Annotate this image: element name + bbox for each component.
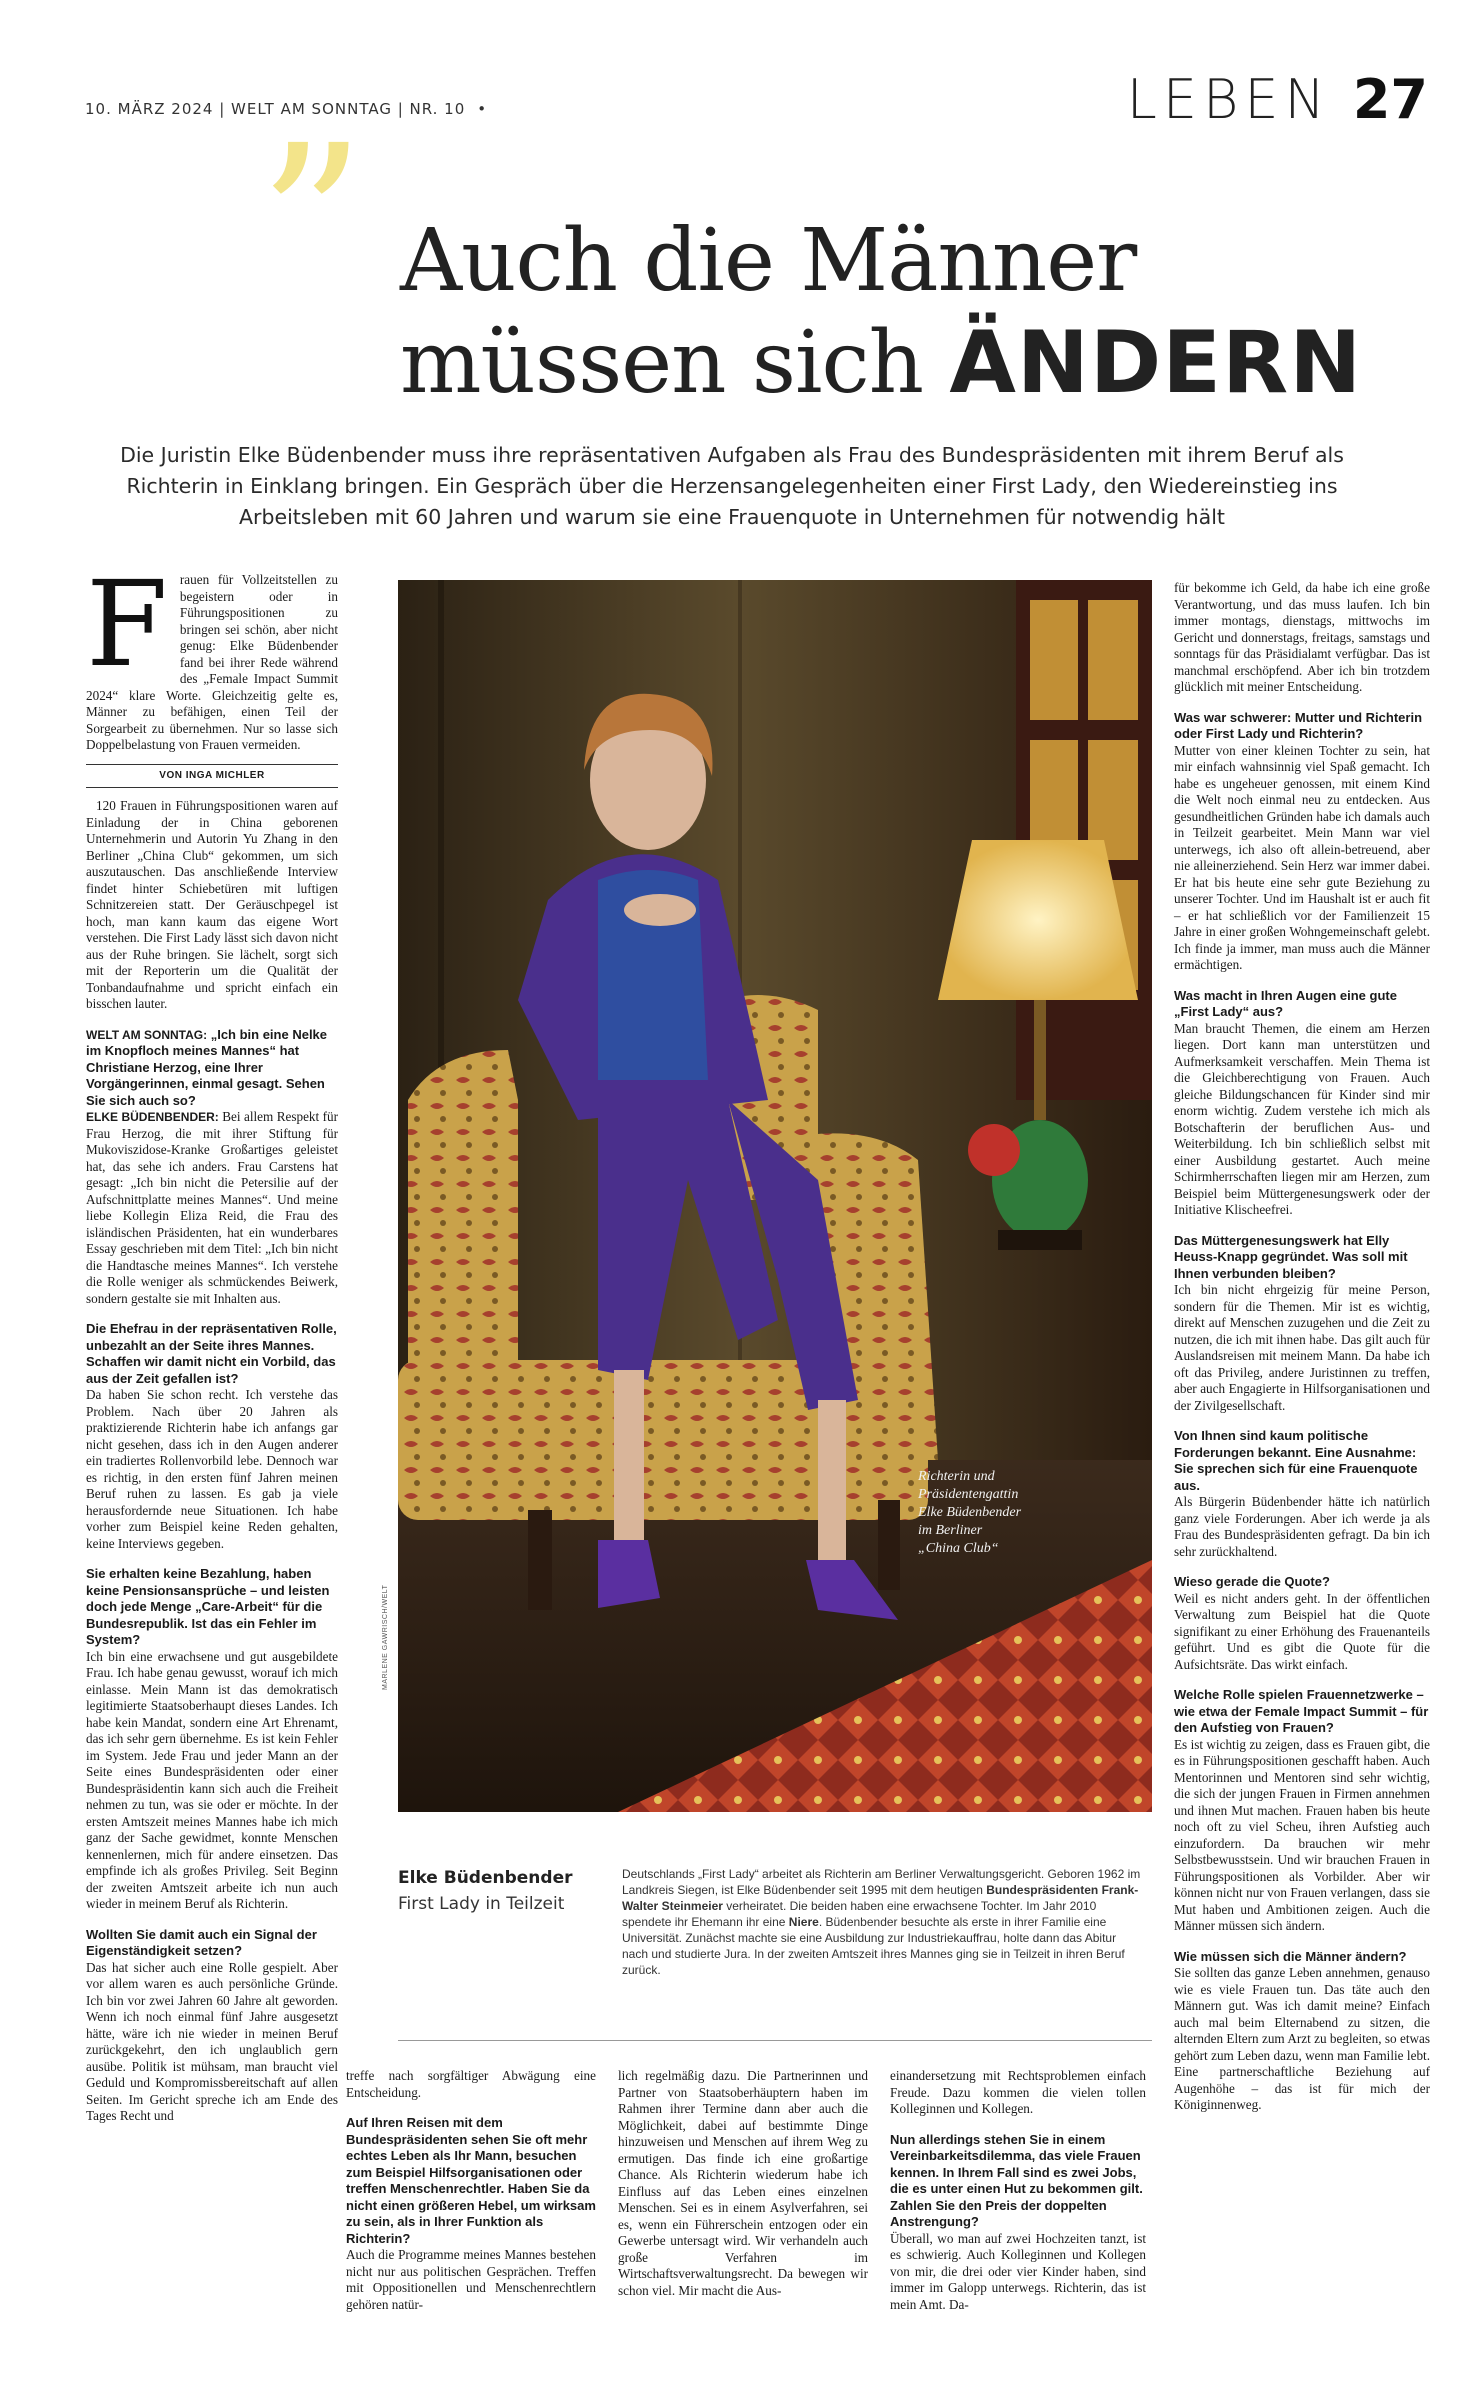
answer: Man braucht Themen, die einem am Herzen liegen. Dort kann man unterstützen und Aufmerksamkeit verschaffen. Mein Thema ist die Gleichberechtigung von Frauen. Auch gleiche Bildungschancen für Kinder sind mir enorm wichtig. Zudem verstehe ich mich als Botschafterin der beruflichen Aus- und Weiterbildung. Ich bin schließlich selbst mit einer Ausbildung gestartet. Auch meine Schirmherrschaften liegen mir am Herzen, zum Beispiel beim Müttergenesungswerk oder der Initiative Klischeefrei. (1174, 1020, 1430, 1217)
paragraph: treffe nach sorgfältiger Abwägung eine Entscheidung. (346, 2068, 596, 2100)
right-column (1174, 580, 1430, 2114)
headline-line-2-regular: müssen sich (400, 313, 950, 413)
portrait-photo (398, 580, 1152, 1812)
speaker-label: WELT AM SONNTAG: (86, 1027, 208, 1042)
dropcap: F (86, 555, 168, 693)
intro-text: rauen für Vollzeitstellen zu begeistern oder in Führungspositionen zu bringen sei schön, aber nicht genug: Elke Büdenbender fand bei ihrer Rede während des „Female Impact Summit 2024“ klare Worte. Gleichzeitig gelte es, Männer zu befähigen, einen Teil der Sorgearbeit zu übernehmen. Nur so lasse sich Doppelbelastung von Frauen vermeiden. (86, 572, 338, 752)
question-text: „Ich bin eine Nelke im Knopfloch meines Mannes“ hat Christiane Herzog, eine Ihrer Vorgängerinnen, einmal gesagt. Sehen Sie sich auch so? (86, 1026, 328, 1108)
caption-box (398, 1868, 598, 1914)
photo-caption-line: Präsidentengattin (918, 1487, 1019, 1502)
answer: Mutter von einer kleinen Tochter zu sein, hat mir einfach wahnsinnig viel Spaß gemacht. Ich habe es ungeheuer genossen, mit einem Kind die Welt noch einmal neu zu entdecken. Aus gesundheitlichen Gründen habe ich damals auch in Teilzeit gearbeitet. Mein Mann war viel unterwegs, ich also oft allein-betreuend, aber nie alleinerziehend. Sein Herz war immer dabei. Er hat bis heute eine sehr gute Beziehung zu unserer Tochter. Und im Haushalt ist er auch fit – er hat schließlich vor der Familienzeit 15 Jahre in einer großen Wohngemeinschaft gelebt. Ich finde ja immer, man muss auch die Männer ermächtigen. (1174, 742, 1430, 972)
answer: Auch die Programme meines Mannes bestehen nicht nur aus politischen Gesprächen. Treffen mit Oppositionellen und Menschenrechtlern gehören natür- (346, 2247, 596, 2312)
byline: VON INGA MICHLER (86, 764, 338, 789)
photo-caption-line: Elke Büdenbender (918, 1505, 1022, 1520)
question: Das Müttergenesungswerk hat Elly Heuss-Knapp gegründet. Was soll mit Ihnen verbunden bleiben? (1174, 1232, 1408, 1281)
question: Welche Rolle spielen Frauennetzwerke – wie etwa der Female Impact Summit – für den Aufstieg von Frauen? (1174, 1687, 1429, 1735)
meta-bullet: • (477, 100, 488, 118)
photo-credit: MARLENE GAWRISCH/WELT (382, 1584, 389, 1690)
bottom-column-2 (618, 2068, 868, 2299)
photo-caption-line: Richterin und (918, 1469, 995, 1484)
question (86, 1027, 338, 1110)
portrait-illustration (398, 580, 1152, 1812)
answer: Sie sollten das ganze Leben annehmen, genauso wie es viele Frauen tun. Das täte auch den Männern gut. Was ich damit meine? Einfach auch mal beim Elternabend zu sitzen, die alternden Eltern zum Arzt zu begleiten, so etwas gehört zum Leben dazu, wenn man Familie lebt. Eine partnerschaftliche Beziehung auf Augenhöhe – das ist für mich der Königinnenweg. (1174, 1965, 1430, 2112)
answer: Ich bin nicht ehrgeizig für meine Person, sondern für die Themen. Mir ist es wichtig, direkt auf Menschen zuzugehen und die Zeit zu nutzen, die ich mit ihnen habe. Das gilt auch für Auslandsreisen mit meinem Mann. Da habe ich oft das Privileg, andere Juristinnen zu treffen, aber auch Engagierte in Hilfsorganisationen und der Zivilgesellschaft. (1174, 1282, 1430, 1413)
caption-name: Elke Büdenbender (398, 1868, 573, 1888)
answer: Das hat sicher auch eine Rolle gespielt. Aber vor allem waren es auch persönliche Gründe. Ich bin vor zwei Jahren 60 Jahre alt geworden. Wenn ich noch einmal fünf Jahre ausgesetzt hätte, wäre ich nie wieder in meinen Beruf zurückgekehrt, den ich unglaublich gern ausübe. Politik ist mühsam, man braucht viel Geduld und Kompromissbereitschaft auf allen Seiten. Im Gericht spreche ich am Ende des Tages Recht und (86, 1959, 338, 2123)
divider (398, 2040, 1152, 2041)
answer: Ich bin eine erwachsene und gut ausgebildete Frau. Ich habe genau gewusst, worauf ich mich einlasse. Mein Mann ist das demokratisch legitimierte Staatsoberhaupt dieses Landes. Ich habe kein Mandat, sondern eine Art Ehrenamt, das ich sehr gern übernehme. Es ist kein Fehler im System. Jede Frau und jeder Mann an der Seite eines Bundespräsidenten oder einer Bundespräsidentin kann sich auch die Freiheit nehmen zu tun, was sie oder er möchte. In der ersten Amtszeit meines Mannes habe ich mich ganz der Sache gewidmet, konnte Menschen kennenlernen, mich für andere einsetzen. Das empfinde ich als großes Privileg. Seit Beginn der zweiten Amtszeit arbeite ich nun auch wieder in meinem Beruf als Richterin. (86, 1648, 338, 1911)
quote-mark-icon: ” (258, 100, 366, 345)
caption-text (622, 1866, 1142, 1978)
caption-part: verheiratet. Die beiden haben eine erwachsene Tochter. Im Jahr 2010 spendete ihr Ehemann ihr eine (622, 1899, 1097, 1929)
photo-caption-line: im Berliner (918, 1523, 983, 1538)
question: Was macht in Ihren Augen eine gute „First Lady“ aus? (1174, 987, 1397, 1019)
answer: Weil es nicht anders geht. In der öffentlichen Verwaltung zum Beispiel hat die Quote signifikant zu einer Erhöhung des Frauenanteils geführt. Und es gibt die Quote für die Aufsichtsräte. Das wirkt einfach. (1174, 1590, 1430, 1672)
caption-part: . Büdenbender besuchte als erste in ihrer Familie eine Universität. Zunächst machte sie eine Ausbildung zur Industriekauffrau, holte dann das Abitur nach und studierte Jura. In der zweiten Amtszeit ihres Mannes ging sie in Teilzeit in ihren Beruf zurück. (622, 1915, 1125, 1977)
bottom-column-3 (890, 2068, 1146, 2313)
question: Auf Ihren Reisen mit dem Bundespräsidenten sehen Sie oft mehr echtes Leben als Ihr Mann, besuchen zum Beispiel Hilfsorganisationen oder treffen Menschenrechtler. Haben Sie da nicht einen größeren Hebel, um wirksam zu sein, als in Ihrer Funktion als Richterin? (346, 2115, 596, 2246)
issue-meta-text: 10. MÄRZ 2024 | WELT AM SONNTAG | NR. 10 (85, 100, 466, 118)
caption-bold: Niere (788, 1915, 819, 1929)
headline-line-2-bold: ÄNDERN (949, 313, 1363, 413)
paragraph: lich regelmäßig dazu. Die Partnerinnen und Partner von Staatsoberhäuptern haben im Rahmen ihrer Termine dann aber auch die Möglichkeit, dabei auf bestimmte Dinge hinzuweisen und Menschen auf ihrem Weg zu ermutigen. Das finde ich eine großartige Chance. Als Richterin wiederum habe ich Einfluss auf das Leben eines einzelnen Menschen. Sei es in einem Asylverfahren, sei es, wenn ein Führerschein entzogen oder ein Gewerbe untersagt wird. Wir verhandeln auch große Verfahren im Wirtschaftsverwaltungsrecht. Da bewegen wir schon viel. Mir macht die Aus- (618, 2068, 868, 2298)
question: Sie erhalten keine Bezahlung, haben keine Pensionsansprüche – und leisten doch jede Menge „Care-Arbeit“ für die Bundesrepublik. Ist das ein Fehler im System? (86, 1566, 330, 1647)
paragraph: 120 Frauen in Führungspositionen waren auf Einladung der in China geborenen Unternehmerin und Autorin Yu Zhang in den Berliner „China Club“ gekommen, um sich auszutauschen. Das anschließende Interview findet hinter Schiebetüren mit luftigen Schnitzereien statt. Der Geräuschpegel ist hoch, man kann kaum das eigene Wort verstehen. Die First Lady lässt sich davon nicht aus der Ruhe bringen. Sie lächelt, sorgt sich mit der Reporterin um die Qualität der Tonbandaufnahme und spricht einfach ein bisschen lauter. (86, 798, 338, 1011)
speaker-label: ELKE BÜDENBENDER: (86, 1110, 219, 1124)
headline (400, 210, 1400, 414)
left-column (86, 555, 338, 2125)
caption-subtitle: First Lady in Teilzeit (398, 1894, 565, 1914)
bottom-column-1 (346, 2068, 596, 2313)
answer (86, 1109, 338, 1307)
headline-line-2 (400, 312, 1400, 414)
page-number: 27 (1352, 68, 1428, 131)
question: Wieso gerade die Quote? (1174, 1574, 1330, 1589)
section-header (1127, 68, 1428, 131)
section-name: LEBEN (1126, 68, 1331, 131)
answer-text: Bei allem Respekt für Frau Herzog, die mit ihrer Stiftung für Mukoviszidose-Kranke Großartiges geleistet hat, das sehe ich anders. Frau Carstens hat gesagt: „Ich bin nicht die Petersilie auf der Aufschnittplatte meines Mannes“. Und meine liebe Kollegin Eliza Reid, die Frau des isländischen Präsidenten, hat ein wunderbares Essay geschrieben mit dem Titel: „Ich bin nicht die Handtasche meines Mannes“. Ich verstehe die Rolle weniger als schmückendes Beiwerk, sondern gestalte sie mit Inhalten aus. (86, 1109, 338, 1306)
question: Von Ihnen sind kaum politische Forderungen bekannt. Eine Ausnahme: Sie sprechen sich für eine Frauenquote aus. (1174, 1428, 1418, 1493)
lede: Die Juristin Elke Büdenbender muss ihre repräsentativen Aufgaben als Frau des Bundespräsidenten mit ihrem Beruf als Richterin in Einklang bringen. Ein Gespräch über die Herzensangelegenheiten einer First Lady, den Wiedereinstieg ins Arbeitsleben mit 60 Jahren und warum sie eine Frauenquote in Unternehmen für notwendig hält (120, 443, 1344, 529)
question: Wollten Sie damit auch ein Signal der Eigenständigkeit setzen? (86, 1926, 317, 1958)
question: Die Ehefrau in der repräsentativen Rolle, unbezahlt an der Seite ihres Mannes. Schaffen wir damit nicht ein Vorbild, das aus der Zeit gefallen ist? (86, 1321, 337, 1386)
answer: Es ist wichtig zu zeigen, dass es Frauen gibt, die es in Führungspositionen geschafft haben. Auch Mentorinnen und Mentoren sind sehr wichtig, die sich der jungen Frauen in Firmen annehmen und ihnen Mut machen. Frauen haben bis heute noch oft zu viel Scheu, ihren Aufstieg auch einzufordern. Da brauchen wir mehr Selbstbewusstsein. Und wir brauchen Frauen in Führungspositionen als Vorbilder. Aber wir können nicht nur von Frauen verlangen, dass sie Mut haben und Ambitionen zeigen. Auch die Männer müssen sich ändern. (1174, 1736, 1430, 1933)
caption-bold: Bundespräsidenten Frank-Walter Steinmeier (622, 1883, 1139, 1913)
answer: Überall, wo man auf zwei Hochzeiten tanzt, ist es schwierig. Auch Kolleginnen und Kollegen von mir, die drei oder vier Kinder haben, sind immer im Galopp unterwegs. Richterin, das ist mein Amt. Da- (890, 2230, 1146, 2312)
answer: Da haben Sie schon recht. Ich verstehe das Problem. Nach über 20 Jahren als praktizierende Richterin habe ich anfangs gar nicht gesehen, dass ich in den Augen anderer ein tradiertes Rollenvorbild lebe. Dennoch war es richtig, in den ersten fünf Jahren meinen Beruf ruhen zu lassen. Es gab ja viele herausfordernde neue Situationen. Ich habe vorher zum Beispiel keine Reden gehalten, keine Interviews gegeben. (86, 1387, 338, 1551)
question: Nun allerdings stehen Sie in einem Vereinbarkeitsdilemma, das viele Frauen kennen. In Ihrem Fall sind es zwei Jobs, die es unter einen Hut zu bekommen gilt. Zahlen Sie den Preis der doppelten Anstrengung? (890, 2131, 1143, 2229)
answer: Als Bürgerin Büdenbender hätte ich natürlich ganz viele Forderungen. Aber ich werde ja als Frau des Bundespräsidenten gefragt. Da bin ich sehr zurückhaltend. (1174, 1494, 1430, 1559)
paragraph: für bekomme ich Geld, da habe ich eine große Verantwortung, und das muss laufen. Ich bin immer montags, dienstags, mittwochs im Gericht und donnerstags, freitags, samstags und sonntags für das Präsidialamt verfügbar. Das ist manchmal erschöpfend. Aber ich bin trotzdem glücklich mit meiner Entscheidung. (1174, 580, 1430, 694)
photo-caption-line: „China Club“ (918, 1541, 999, 1556)
question: Was war schwerer: Mutter und Richterin oder First Lady und Richterin? (1174, 709, 1423, 741)
question: Wie müssen sich die Männer ändern? (1174, 1948, 1407, 1964)
headline-line-1: Auch die Männer (400, 211, 1137, 311)
paragraph: einandersetzung mit Rechtsproblemen einfach Freude. Dazu kommen die vielen tollen Kolleginnen und Kollegen. (890, 2068, 1146, 2116)
caption-part: Deutschlands „First Lady“ arbeitet als Richterin am Berliner Verwaltungsgericht. Geboren 1962 im Landkreis Siegen, ist Elke Büdenbender seit 1995 mit dem heutigen (622, 1867, 1141, 1897)
